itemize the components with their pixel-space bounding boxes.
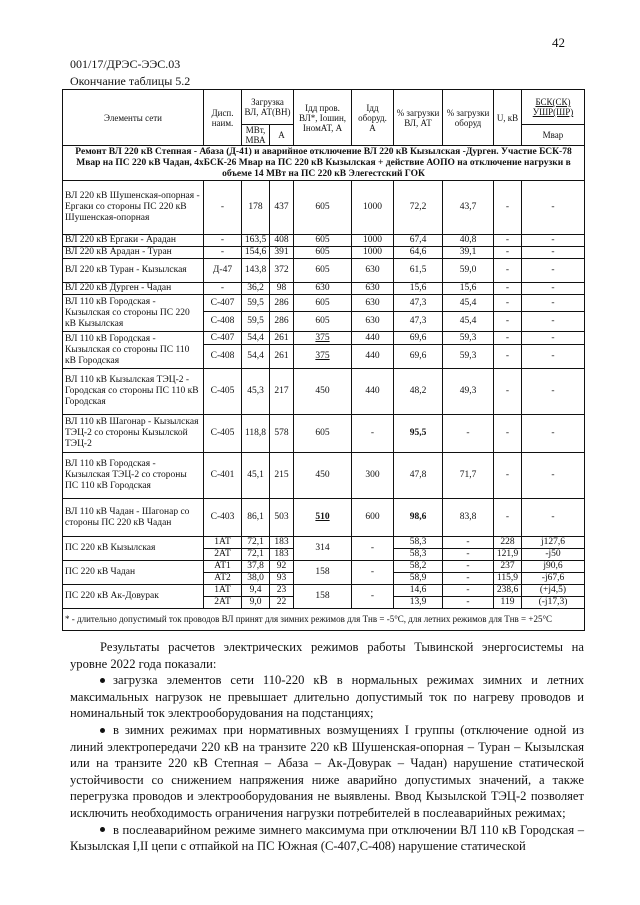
table-cell: 119 <box>494 597 522 609</box>
table-row <box>63 283 585 295</box>
table-cell: 1000 <box>352 235 394 247</box>
table-cell: 45,3 <box>242 369 270 415</box>
table-cell: - <box>352 415 394 453</box>
table-cell: - <box>522 283 585 295</box>
table-cell: - <box>352 561 394 585</box>
table-cell: - <box>443 573 494 585</box>
table-cell: - <box>443 561 494 573</box>
table-cell: 143,8 <box>242 259 270 283</box>
table-cell: - <box>443 549 494 561</box>
table-cell: 54,4 <box>242 345 270 369</box>
table-cell: 48,2 <box>394 369 443 415</box>
table-cell: ПС 220 кВ Ак-Довурак <box>63 585 204 609</box>
table-cell: 286 <box>270 312 294 332</box>
table-cell: 1АТ <box>204 585 242 597</box>
scenario-row <box>63 146 585 181</box>
table-cell: АТ1 <box>204 561 242 573</box>
table-cell: 115,9 <box>494 573 522 585</box>
table-cell: - <box>522 415 585 453</box>
table-cell: - <box>494 499 522 537</box>
table-cell: - <box>522 345 585 369</box>
table-cell: 630 <box>352 283 394 295</box>
table-cell: ВЛ 110 кВ Кызылская ТЭЦ-2 - Городская со стороны ПС 110 кВ Городская <box>63 369 204 415</box>
table-row <box>63 259 585 283</box>
header-disp: Дисп. наим. <box>204 90 242 146</box>
table-cell: 450 <box>294 453 352 499</box>
table-cell: 59,5 <box>242 312 270 332</box>
table-cell: ВЛ 110 кВ Шагонар - Кызылская ТЭЦ-2 со стороны Кызылской ТЭЦ-2 <box>63 415 204 453</box>
table-cell: 58,3 <box>394 549 443 561</box>
table-cell: 47,8 <box>394 453 443 499</box>
table-cell: 158 <box>294 561 352 585</box>
table-cell: 92 <box>270 561 294 573</box>
table-cell: 86,1 <box>242 499 270 537</box>
table-cell: 314 <box>294 537 352 561</box>
table-cell: 98,6 <box>394 499 443 537</box>
table-cell: 54,4 <box>242 332 270 345</box>
table-cell: 45,1 <box>242 453 270 499</box>
table-cell: 238,6 <box>494 585 522 597</box>
table-cell: 58,3 <box>394 537 443 549</box>
table-cell: 630 <box>294 283 352 295</box>
table-cell: 178 <box>242 181 270 235</box>
table-cell: 58,9 <box>394 573 443 585</box>
table-cell: 93 <box>270 573 294 585</box>
table-cell: - <box>443 597 494 609</box>
bullet-icon <box>100 678 105 683</box>
header-u: U, кВ <box>494 90 522 146</box>
table-caption: Окончание таблицы 5.2 <box>70 74 191 88</box>
table-cell: 605 <box>294 247 352 259</box>
header-load: Загрузка ВЛ, АТ(ВН) <box>242 90 294 125</box>
load-table <box>62 89 585 631</box>
table-cell: 67,4 <box>394 235 443 247</box>
table-cell: ВЛ 220 кВ Ергаки - Арадан <box>63 235 204 247</box>
table-cell: 605 <box>294 259 352 283</box>
table-cell: ВЛ 110 кВ Городская - Кызылская со стороны ПС 220 кВ Кызылская <box>63 295 204 332</box>
table-cell: 58,2 <box>394 561 443 573</box>
table-cell: С-408 <box>204 345 242 369</box>
table-cell: j127,6 <box>522 537 585 549</box>
table-cell: ВЛ 220 кВ Шушенская-опорная - Ергаки со стороны ПС 220 кВ Шушенская-опорная <box>63 181 204 235</box>
table-cell: 38,0 <box>242 573 270 585</box>
header-load-a: А <box>270 125 294 146</box>
table-row <box>63 295 585 312</box>
table-cell: 450 <box>294 369 352 415</box>
table-cell: 605 <box>294 415 352 453</box>
table-cell: С-408 <box>204 312 242 332</box>
table-cell: 22 <box>270 597 294 609</box>
table-cell: 600 <box>352 499 394 537</box>
table-cell: 9,4 <box>242 585 270 597</box>
table-cell: 95,5 <box>394 415 443 453</box>
table-cell: 605 <box>294 235 352 247</box>
paragraph-intro: Результаты расчетов электрических режимов работы Тывинской энергосистемы на уровне 2022 года показали: <box>70 640 584 671</box>
table-cell: - <box>204 235 242 247</box>
table-cell: - <box>494 453 522 499</box>
table-cell: 15,6 <box>443 283 494 295</box>
table-cell: - <box>204 247 242 259</box>
table-cell: ПС 220 кВ Кызылская <box>63 537 204 561</box>
table-cell: - <box>522 453 585 499</box>
table-row <box>63 453 585 499</box>
table-cell: 391 <box>270 247 294 259</box>
table-cell: 15,6 <box>394 283 443 295</box>
table-cell: 183 <box>270 549 294 561</box>
table-cell: 69,6 <box>394 332 443 345</box>
table-cell: 72,1 <box>242 549 270 561</box>
table-cell: 630 <box>352 259 394 283</box>
table-row <box>63 499 585 537</box>
scenario-text: Ремонт ВЛ 220 кВ Степная - Абаза (Д-41) и аварийное отключение ВЛ 220 кВ Кызылская -Дурген. Участие БСК-78 Мвар на ПС 220 кВ Чадан, 4хБСК-26 Мвар на ПС 220 кВ Кызылская + действие АОПО на отключение нагрузки в объеме 14 МВт на ПС 220 кВ Элегестский ГОК <box>63 146 585 181</box>
table-cell: - <box>443 585 494 597</box>
table-cell: 437 <box>270 181 294 235</box>
table-cell: 98 <box>270 283 294 295</box>
table-cell: - <box>204 283 242 295</box>
table-cell: 510 <box>294 499 352 537</box>
table-cell: - <box>522 295 585 312</box>
table-cell: 72,2 <box>394 181 443 235</box>
table-cell: 36,2 <box>242 283 270 295</box>
table-cell: - <box>443 415 494 453</box>
table-cell: 183 <box>270 537 294 549</box>
table-cell: - <box>494 259 522 283</box>
table-cell: ВЛ 110 кВ Городская - Кызылская со стороны ПС 110 кВ Городская <box>63 332 204 369</box>
table-cell: 1АТ <box>204 537 242 549</box>
table-cell: - <box>494 332 522 345</box>
table-cell: - <box>522 369 585 415</box>
header-load-mva: МВт, МВА <box>242 125 270 146</box>
table-cell: С-405 <box>204 369 242 415</box>
table-cell: 300 <box>352 453 394 499</box>
table-cell: 503 <box>270 499 294 537</box>
table-cell: 1000 <box>352 181 394 235</box>
table-cell: - <box>443 537 494 549</box>
table-cell: 39,1 <box>443 247 494 259</box>
table-cell: - <box>522 247 585 259</box>
table-cell: 605 <box>294 181 352 235</box>
table-cell: - <box>494 181 522 235</box>
table-cell: - <box>494 345 522 369</box>
table-cell: 40,8 <box>443 235 494 247</box>
table-row <box>63 181 585 235</box>
table-cell: 59,3 <box>443 345 494 369</box>
table-row <box>63 332 585 345</box>
table-cell: 440 <box>352 332 394 345</box>
table-cell: 228 <box>494 537 522 549</box>
table-cell: 163,5 <box>242 235 270 247</box>
table-row <box>63 561 585 573</box>
table-cell: - <box>494 369 522 415</box>
table-cell: Д-47 <box>204 259 242 283</box>
table-cell: 630 <box>352 295 394 312</box>
table-cell: 261 <box>270 332 294 345</box>
table-cell: (+j4,5) <box>522 585 585 597</box>
table-cell: - <box>352 585 394 609</box>
table-cell: АТ2 <box>204 573 242 585</box>
table-cell: С-407 <box>204 332 242 345</box>
table-cell: 605 <box>294 295 352 312</box>
footnote: * - длительно допустимый ток проводов ВЛ принят для зимних режимов для Тнв = -5°С, для летних режимов для Тнв = +25°С <box>63 609 585 631</box>
table-cell: 440 <box>352 369 394 415</box>
table-cell: 375 <box>294 345 352 369</box>
table-cell: 158 <box>294 585 352 609</box>
table-cell: - <box>494 247 522 259</box>
table-cell: j90,6 <box>522 561 585 573</box>
table-cell: 408 <box>270 235 294 247</box>
table-cell: 45,4 <box>443 295 494 312</box>
table-cell: 375 <box>294 332 352 345</box>
table-cell: 237 <box>494 561 522 573</box>
table-cell: ПС 220 кВ Чадан <box>63 561 204 585</box>
table-cell: С-407 <box>204 295 242 312</box>
table-cell: 578 <box>270 415 294 453</box>
table-cell: 49,3 <box>443 369 494 415</box>
table-cell: С-405 <box>204 415 242 453</box>
table-cell: - <box>352 537 394 561</box>
table-cell: -j50 <box>522 549 585 561</box>
table-cell: 261 <box>270 345 294 369</box>
table-cell: - <box>494 415 522 453</box>
table-cell: 23 <box>270 585 294 597</box>
table-cell: - <box>522 332 585 345</box>
table-cell: 47,3 <box>394 295 443 312</box>
header-idd-equip: Iдд оборуд. А <box>352 90 394 146</box>
table-cell: 121,9 <box>494 549 522 561</box>
table-row <box>63 415 585 453</box>
header-mvar: Мвар <box>522 125 585 146</box>
table-row <box>63 369 585 415</box>
table-cell: ВЛ 110 кВ Чадан - Шагонар со стороны ПС 220 кВ Чадан <box>63 499 204 537</box>
table-cell: 61,5 <box>394 259 443 283</box>
table-cell: 154,6 <box>242 247 270 259</box>
header-bsk: БСК(СК) УШР(ШР) <box>522 90 585 125</box>
table-cell: -j67,6 <box>522 573 585 585</box>
bullet-item: в послеаварийном режиме зимнего максимума при отключении ВЛ 110 кВ Городская – Кызылская I,II цепи с отпайкой на ПС Южная (С-407,С-408) нарушение статической <box>70 822 584 854</box>
table-cell: 605 <box>294 312 352 332</box>
body-text <box>70 639 584 855</box>
table-cell: 13,9 <box>394 597 443 609</box>
footnote-row <box>63 609 585 631</box>
table-cell: 59,5 <box>242 295 270 312</box>
table-row <box>63 537 585 549</box>
table-cell: - <box>522 181 585 235</box>
table-cell: 217 <box>270 369 294 415</box>
table-cell: - <box>494 312 522 332</box>
table-cell: 372 <box>270 259 294 283</box>
header-elements: Элементы сети <box>63 90 204 146</box>
bullet-item: в зимних режимах при нормативных возмущениях I группы (отключение одной из линий электропередачи 220 кВ на транзите 220 кВ Шушенская-опорная – Туран – Кызылская или на транзите 220 кВ Степная – Абаза – Ак-Довурак – Чадан) нарушение статической устойчивости со снижением напряжения ниже аварийно допустимых значений, а также перегрузка проводов и электрооборудования не выявлены. Ввод Кызылской ТЭЦ-2 позволяет исключить необходимость ограничения нагрузки потребителей в послеаварийных режимах; <box>70 722 584 820</box>
table-cell: ВЛ 110 кВ Городская - Кызылская ТЭЦ-2 со стороны ПС 110 кВ Городская <box>63 453 204 499</box>
table-cell: - <box>494 235 522 247</box>
table-cell: 69,6 <box>394 345 443 369</box>
table-cell: 2АТ <box>204 597 242 609</box>
table-cell: 43,7 <box>443 181 494 235</box>
table-cell: 72,1 <box>242 537 270 549</box>
table-cell: С-401 <box>204 453 242 499</box>
table-cell: 47,3 <box>394 312 443 332</box>
header-idd-prov: Iдд пров. ВЛ*, Iошин, IномАТ, А <box>294 90 352 146</box>
table-cell: 286 <box>270 295 294 312</box>
table-cell: - <box>204 181 242 235</box>
table-cell: 14,6 <box>394 585 443 597</box>
table-cell: ВЛ 220 кВ Дурген - Чадан <box>63 283 204 295</box>
table-cell: 9,0 <box>242 597 270 609</box>
bullet-icon <box>100 827 105 832</box>
table-cell: - <box>522 499 585 537</box>
table-cell: 1000 <box>352 247 394 259</box>
table-row <box>63 247 585 259</box>
table-cell: 630 <box>352 312 394 332</box>
table-cell: 215 <box>270 453 294 499</box>
table-cell: 64,6 <box>394 247 443 259</box>
table-row <box>63 585 585 597</box>
table-cell: ВЛ 220 кВ Арадан - Туран <box>63 247 204 259</box>
header-pct-vl: % загрузки ВЛ, АТ <box>394 90 443 146</box>
table-cell: - <box>522 312 585 332</box>
table-row <box>63 235 585 247</box>
table-cell: 59,3 <box>443 332 494 345</box>
header-pct-equip: % загрузки оборуд <box>443 90 494 146</box>
bullet-item: загрузка элементов сети 110-220 кВ в нормальных режимах зимних и летних максимальных нагрузок не превышает длительно допустимый ток по нагреву проводов и номинальный ток электрооборудования на подстанциях; <box>70 673 584 721</box>
table-cell: 37,8 <box>242 561 270 573</box>
table-cell: - <box>522 259 585 283</box>
table-cell: (-j17,3) <box>522 597 585 609</box>
table-cell: 83,8 <box>443 499 494 537</box>
table-cell: С-403 <box>204 499 242 537</box>
table-cell: 45,4 <box>443 312 494 332</box>
bullet-icon <box>100 728 105 733</box>
table-cell: - <box>494 295 522 312</box>
table-cell: - <box>494 283 522 295</box>
table-cell: 440 <box>352 345 394 369</box>
table-cell: 71,7 <box>443 453 494 499</box>
table-cell: 118,8 <box>242 415 270 453</box>
page-number: 42 <box>552 35 565 50</box>
table-cell: 59,0 <box>443 259 494 283</box>
document-id: 001/17/ДРЭС-ЭЭС.03 <box>70 57 181 71</box>
table-cell: ВЛ 220 кВ Туран - Кызылская <box>63 259 204 283</box>
header-row <box>63 90 585 125</box>
table-cell: - <box>522 235 585 247</box>
table-cell: 2АТ <box>204 549 242 561</box>
